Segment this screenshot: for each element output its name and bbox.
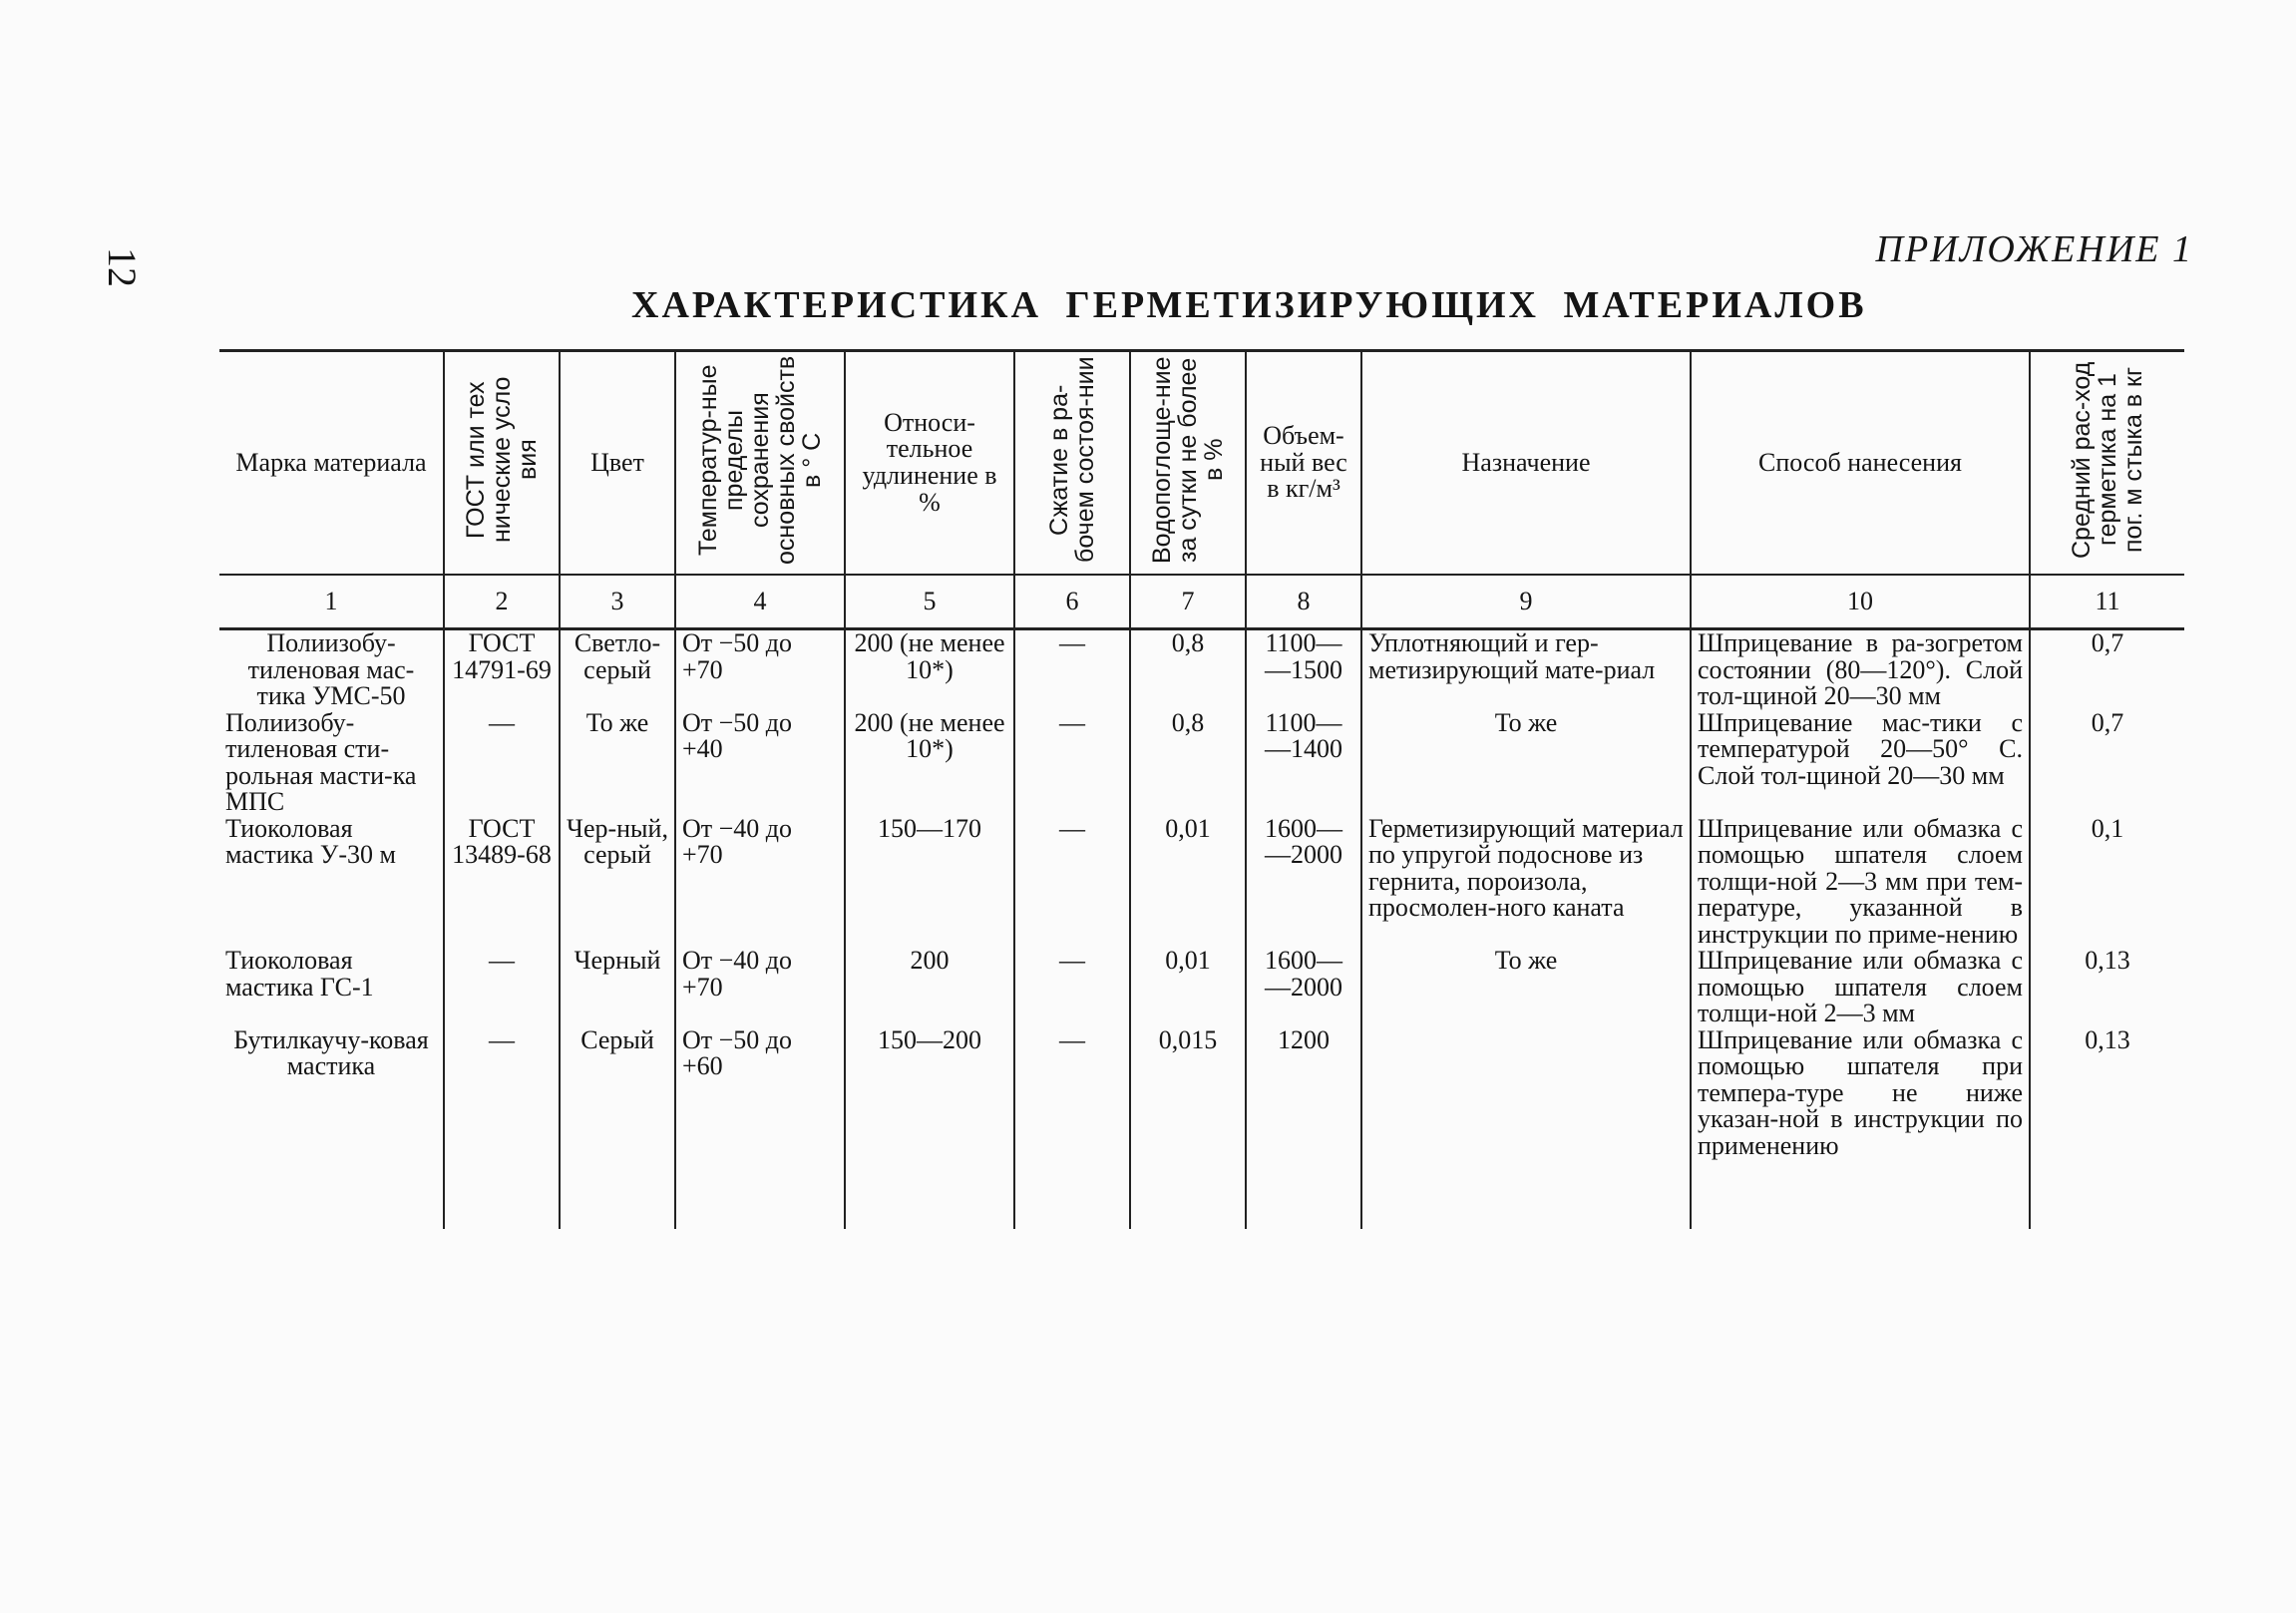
column-number: 11 (2030, 575, 2184, 629)
cell-color: Черный (560, 948, 675, 1027)
cell-method: Шприцевание или обмазка с помощью шпателя при темпера-туре не ниже указан-ной в инструкции по применению (1691, 1027, 2030, 1160)
cell-compression: — (1014, 816, 1130, 949)
cell-method: Шприцевание в ра-зогретом состоянии (80—120°). Слой тол-щиной 20—30 мм (1691, 629, 2030, 710)
cell-gost: — (444, 710, 560, 816)
cell-consumption: 0,7 (2030, 629, 2184, 710)
empty-cell (845, 1159, 1014, 1229)
appendix-label: ПРИЛОЖЕНИЕ 1 (1875, 228, 2193, 270)
header-compression (1014, 351, 1130, 576)
header-water-text: Водопоглоще-ние за сутки не более в % (1148, 356, 1228, 564)
cell-compression: — (1014, 710, 1130, 816)
materials-table (219, 349, 2184, 1229)
empty-cell (675, 1159, 845, 1229)
header-color: Цвет (560, 351, 675, 576)
cell-brand: Полиизобу-тиленовая мас-тика УМС-50 (219, 629, 444, 710)
cell-purpose: То же (1361, 948, 1691, 1027)
cell-elongation: 150—200 (845, 1027, 1014, 1160)
cell-method: Шприцевание или обмазка с помощью шпателя слоем толщи-ной 2—3 мм при тем-пературе, указанной в инструкции по приме-нению (1691, 816, 2030, 949)
empty-cell (219, 1159, 444, 1229)
cell-color: Чер-ный, серый (560, 816, 675, 949)
column-number: 7 (1130, 575, 1246, 629)
cell-brand: Тиоколовая мастика У-30 м (219, 816, 444, 949)
cell-brand: Бутилкаучу-ковая мастика (219, 1027, 444, 1160)
cell-temp: От −40 до +70 (675, 948, 845, 1027)
cell-gost: ГОСТ 13489-68 (444, 816, 560, 949)
cell-water: 0,8 (1130, 629, 1246, 710)
cell-gost: ГОСТ 14791-69 (444, 629, 560, 710)
header-method: Способ нанесения (1691, 351, 2030, 576)
cell-purpose: То же (1361, 710, 1691, 816)
header-consumption (2030, 351, 2184, 576)
empty-cell (1130, 1159, 1246, 1229)
cell-temp: От −50 до +70 (675, 629, 845, 710)
header-gost (444, 351, 560, 576)
cell-method: Шприцевание мас-тики с температурой 20—50° С. Слой тол-щиной 20—30 мм (1691, 710, 2030, 816)
empty-cell (1246, 1159, 1361, 1229)
empty-cell (444, 1159, 560, 1229)
header-water (1130, 351, 1246, 576)
empty-cell (1014, 1159, 1130, 1229)
table-row (219, 629, 2184, 710)
cell-compression: — (1014, 1027, 1130, 1160)
empty-cell (2030, 1159, 2184, 1229)
header-volume-weight: Объем-ный вес в кг/м³ (1246, 351, 1361, 576)
page-title: ХАРАКТЕРИСТИКА ГЕРМЕТИЗИРУЮЩИХ МАТЕРИАЛОВ (631, 284, 1867, 326)
cell-consumption: 0,13 (2030, 1027, 2184, 1160)
column-number: 9 (1361, 575, 1691, 629)
cell-color: Серый (560, 1027, 675, 1160)
header-consumption-text: Средний рас-ход герметика на 1 пог. м стыка в кг (2068, 361, 2147, 559)
header-brand: Марка материала (219, 351, 444, 576)
empty-cell (1691, 1159, 2030, 1229)
cell-brand: Полиизобу-тиленовая сти-рольная масти-ка МПС (219, 710, 444, 816)
cell-purpose: Уплотняющий и гер-метизирующий мате-риал (1361, 629, 1691, 710)
cell-volume-weight: 1600— —2000 (1246, 816, 1361, 949)
cell-color: Светло-серый (560, 629, 675, 710)
cell-elongation: 200 (не менее 10*) (845, 629, 1014, 710)
cell-gost: — (444, 948, 560, 1027)
column-number: 4 (675, 575, 845, 629)
cell-compression: — (1014, 629, 1130, 710)
column-number: 2 (444, 575, 560, 629)
cell-water: 0,015 (1130, 1027, 1246, 1160)
column-number: 10 (1691, 575, 2030, 629)
column-number: 1 (219, 575, 444, 629)
cell-elongation: 150—170 (845, 816, 1014, 949)
cell-consumption: 0,7 (2030, 710, 2184, 816)
table-row (219, 1027, 2184, 1160)
cell-temp: От −40 до +70 (675, 816, 845, 949)
cell-volume-weight: 1200 (1246, 1027, 1361, 1160)
header-elongation: Относи-тельное удлинение в % (845, 351, 1014, 576)
table-row (219, 816, 2184, 949)
cell-volume-weight: 1600— —2000 (1246, 948, 1361, 1027)
header-row (219, 351, 2184, 576)
cell-volume-weight: 1100— —1500 (1246, 629, 1361, 710)
page-number: 12 (100, 247, 145, 287)
cell-consumption: 0,1 (2030, 816, 2184, 949)
cell-volume-weight: 1100— —1400 (1246, 710, 1361, 816)
column-number: 8 (1246, 575, 1361, 629)
table-bottom-spacer (219, 1159, 2184, 1229)
empty-cell (560, 1159, 675, 1229)
column-number: 3 (560, 575, 675, 629)
header-temp (675, 351, 845, 576)
table-row (219, 710, 2184, 816)
cell-elongation: 200 (845, 948, 1014, 1027)
cell-water: 0,8 (1130, 710, 1246, 816)
column-number-row (219, 575, 2184, 629)
cell-purpose: Герметизирующий материал по упругой подоснове из гернита, пороизола, просмолен-ного каната (1361, 816, 1691, 949)
header-compression-text: Сжатие в ра-бочем состоя-нии (1045, 356, 1099, 564)
cell-purpose (1361, 1027, 1691, 1160)
empty-cell (1361, 1159, 1691, 1229)
cell-gost: — (444, 1027, 560, 1160)
cell-method: Шприцевание или обмазка с помощью шпателя слоем толщи-ной 2—3 мм (1691, 948, 2030, 1027)
cell-brand: Тиоколовая мастика ГС-1 (219, 948, 444, 1027)
cell-water: 0,01 (1130, 816, 1246, 949)
header-temp-text: Температур-ные пределы сохранения основных свойств в ° С (694, 355, 826, 565)
cell-elongation: 200 (не менее 10*) (845, 710, 1014, 816)
header-gost-text: ГОСТ или тех нические усло вия (462, 377, 542, 544)
cell-temp: От −50 до +40 (675, 710, 845, 816)
cell-compression: — (1014, 948, 1130, 1027)
cell-temp: От −50 до +60 (675, 1027, 845, 1160)
header-purpose: Назначение (1361, 351, 1691, 576)
column-number: 6 (1014, 575, 1130, 629)
cell-consumption: 0,13 (2030, 948, 2184, 1027)
column-number: 5 (845, 575, 1014, 629)
table-row (219, 948, 2184, 1027)
cell-color: То же (560, 710, 675, 816)
cell-water: 0,01 (1130, 948, 1246, 1027)
